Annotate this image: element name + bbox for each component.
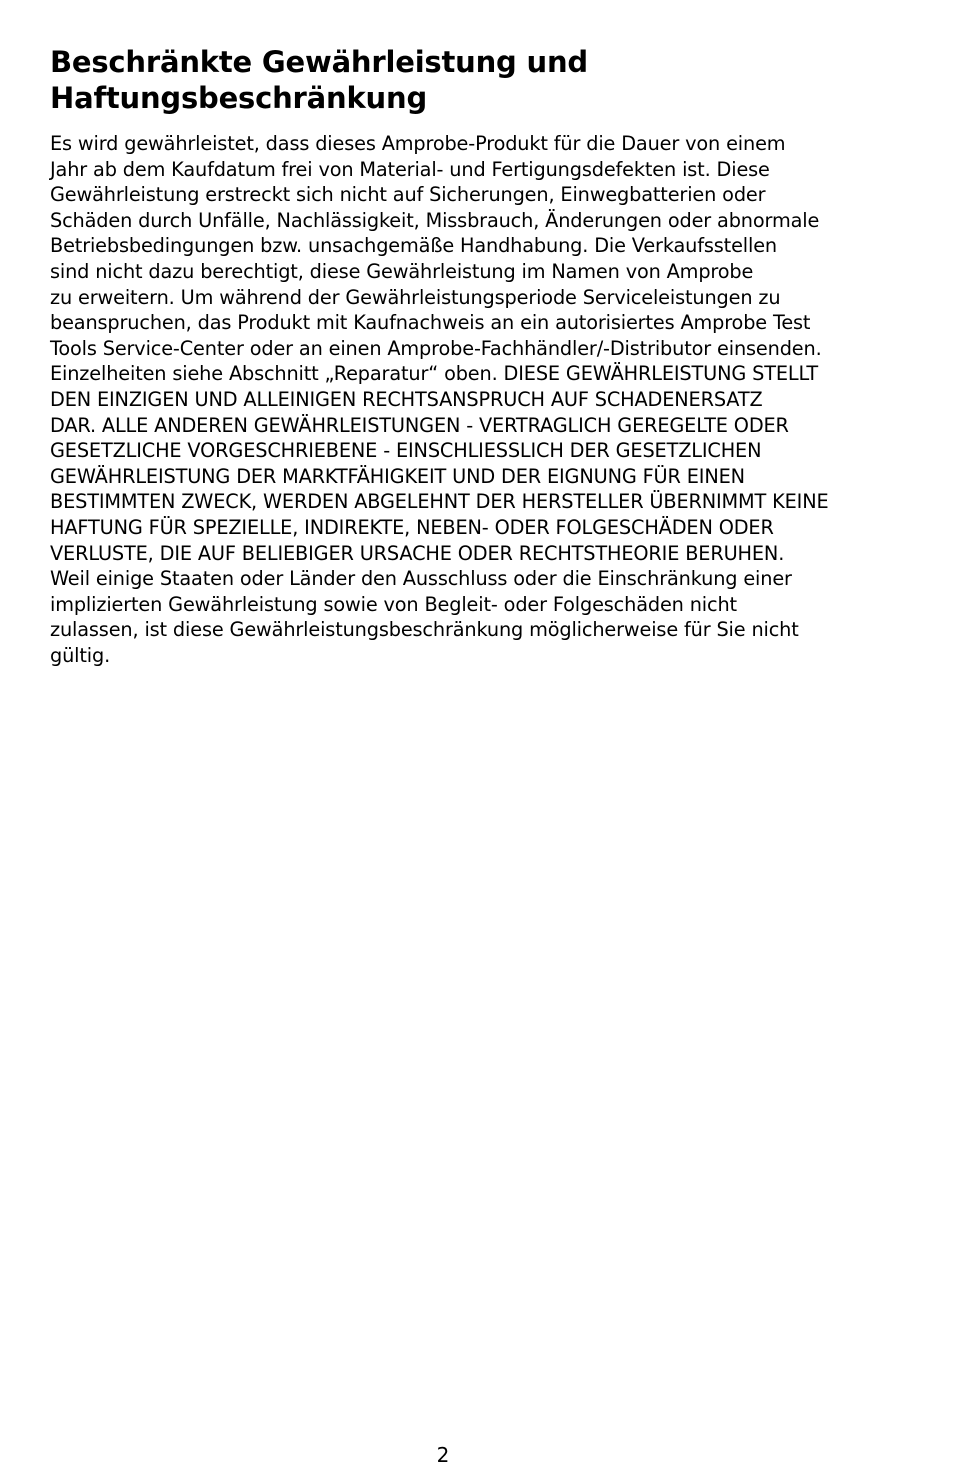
paragraph-line: VERLUSTE, DIE AUF BELIEBIGER URSACHE ODER RECHTSTHEORIE BERUHEN.	[50, 541, 785, 565]
paragraph-line: GESETZLICHE VORGESCHRIEBENE - EINSCHLIESSLICH DER GESETZLICHEN	[50, 439, 762, 463]
paragraph-line: Einzelheiten siehe Abschnitt „Reparatur“ oben. DIESE GEWÄHRLEISTUNG STELLT	[50, 362, 819, 386]
paragraph-line: Tools Service-Center oder an einen Amprobe-Fachhändler/-Distributor einsenden.	[50, 336, 822, 360]
paragraph-line: Jahr ab dem Kaufdatum frei von Material- und Fertigungsdefekten ist. Diese	[50, 157, 770, 181]
paragraph-line: zu erweitern. Um während der Gewährleistungsperiode Serviceleistungen zu	[50, 285, 781, 309]
paragraph-line: zulassen, ist diese Gewährleistungsbeschränkung möglicherweise für Sie nicht	[50, 618, 799, 642]
page-title	[50, 44, 910, 116]
paragraph-line: Weil einige Staaten oder Länder den Ausschluss oder die Einschränkung einer	[50, 567, 792, 591]
paragraph-line: Betriebsbedingungen bzw. unsachgemäße Handhabung. Die Verkaufsstellen	[50, 234, 777, 258]
paragraph-line: DEN EINZIGEN UND ALLEINIGEN RECHTSANSPRUCH AUF SCHADENERSATZ	[50, 387, 763, 411]
paragraph-line: beanspruchen, das Produkt mit Kaufnachweis an ein autorisiertes Amprobe Test	[50, 311, 811, 335]
paragraph-line: implizierten Gewährleistung sowie von Begleit- oder Folgeschäden nicht	[50, 592, 737, 616]
paragraph-line: sind nicht dazu berechtigt, diese Gewährleistung im Namen von Amprobe	[50, 259, 754, 283]
page-number: 2	[436, 1443, 450, 1467]
title-line: Beschränkte Gewährleistung und	[50, 45, 588, 79]
paragraph-line: Es wird gewährleistet, dass dieses Amprobe-Produkt für die Dauer von einem	[50, 132, 786, 155]
paragraph-line: Gewährleistung erstreckt sich nicht auf Sicherungen, Einwegbatterien oder	[50, 183, 766, 207]
title-line: Haftungsbeschränkung	[50, 81, 428, 115]
paragraph-line: Schäden durch Unfälle, Nachlässigkeit, Missbrauch, Änderungen oder abnormale	[50, 208, 820, 232]
paragraph-line: BESTIMMTEN ZWECK, WERDEN ABGELEHNT DER HERSTELLER ÜBERNIMMT KEINE	[50, 490, 829, 514]
paragraph-line: GEWÄHRLEISTUNG DER MARKTFÄHIGKEIT UND DER EIGNUNG FÜR EINEN	[50, 464, 745, 488]
paragraph-line: DAR. ALLE ANDEREN GEWÄHRLEISTUNGEN - VERTRAGLICH GEREGELTE ODER	[50, 413, 789, 437]
warranty-paragraph	[50, 131, 920, 668]
paragraph-line: gültig.	[50, 643, 111, 667]
paragraph-line: HAFTUNG FÜR SPEZIELLE, INDIREKTE, NEBEN- ODER FOLGESCHÄDEN ODER	[50, 515, 774, 539]
